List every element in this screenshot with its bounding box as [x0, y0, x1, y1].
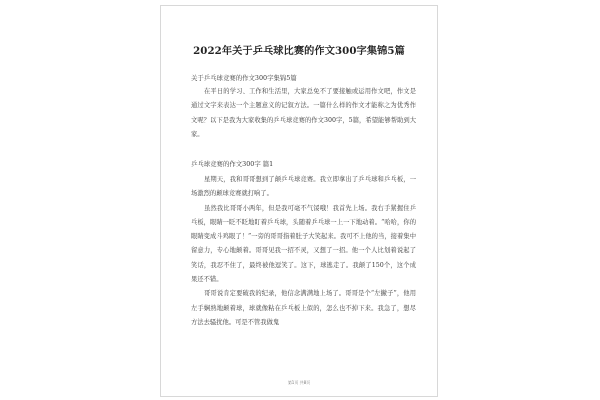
essay1-heading: [191, 157, 416, 171]
essay1-section: [191, 173, 416, 330]
essay1-paragraph-1: 星期天，我和哥哥想到了颠乒乓球竞赛。我立即拿出了乒乓球和乒乓板，一场激烈的颠球竞赛就打响了。: [191, 176, 416, 198]
essay1-paragraph-2: 虽然我比哥哥小两年，但是我可毫不气馁哦！我首先上场。我右手紧握住乒乓板，眼睛一眨不眨地盯着乒乓球，头随着乒乓球一上一下地动着。“哈哈，你的眼睛变成斗鸡眼了！”一旁的哥哥指着肚子大笑起来。我可不上他的当，接着集中留意力，专心地颠着。哥哥见我一招不灵，又想了一招。他一个人比划着说起了笑话，我忍不住了，最终被他逗笑了。这下，球逃走了。我颠了150个，这个成果还不错。: [191, 204, 416, 284]
document-title: 2022年关于乒乓球比赛的作文300字集锦5篇: [193, 45, 405, 57]
intro-heading-text: 关于乒乓球竞赛的作文300字集锦5篇: [191, 74, 297, 82]
essay1-paragraph-3: 哥哥说肯定要破我的纪录，他信念满满地上场了。哥哥是个“左撇子”，他用左手娴熟地颠着球，球就像粘在乒乓板上似的，怎么也不掉下来。我急了，想尽方法去骚扰他。可是不管我做鬼: [191, 290, 416, 326]
intro-paragraph: 在平日的学习、工作和生活里，大家总免不了要接触或运用作文吧，作文是通过文字来表达一个主题意义的记叙方法。一篇什么样的作文才能称之为优秀作文呢？以下是我为大家收集的乒乓球竞赛的作文300字，5篇，希望能够帮助到大家。: [191, 88, 416, 138]
intro-section: [191, 85, 416, 142]
intro-heading: [191, 71, 416, 85]
page-footer: 第1页 共8页: [287, 380, 311, 385]
essay1-heading-text: 乒乓球竞赛的作文300字 篇1: [191, 160, 274, 168]
document-page: [160, 5, 438, 397]
